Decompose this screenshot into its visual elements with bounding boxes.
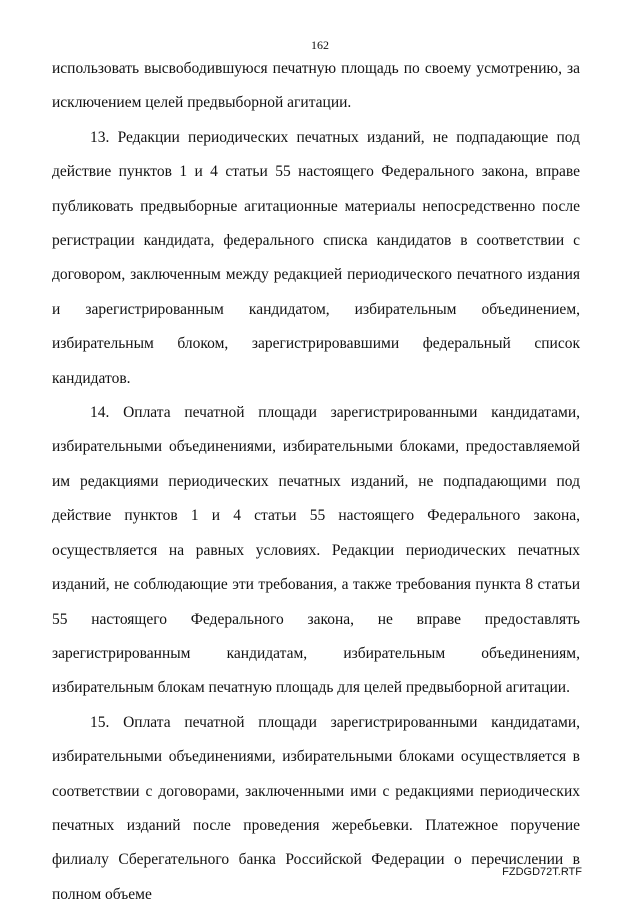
document-body xyxy=(52,52,580,912)
paragraph-15: 15. Оплата печатной площади зарегистрированными кандидатами, избирательными объединениями, избирательными блоками осуществляется в соответствии с договорами, заключенными ими с редакциями периодических печатных изданий после проведения жеребьевки. Платежное поручение филиалу Сберегательного банка Российской Федерации о перечислении в полном объеме xyxy=(52,713,580,903)
paragraph-13: 13. Редакции периодических печатных изданий, не подпадающие под действие пунктов 1 и 4 статьи 55 настоящего Федерального закона, вправе публиковать предвыборные агитационные материалы непосредственно после регистрации кандидата, федерального списка кандидатов в соответствии с договором, заключенным между редакцией периодического печатного издания и зарегистрированным кандидатом, избирательным объединением, избирательным блоком, зарегистрировавшими федеральный список кандидатов. xyxy=(52,128,580,387)
file-name-footer: FZDGD72T.RTF xyxy=(502,866,582,878)
page-number: 162 xyxy=(311,38,329,52)
paragraph-14: 14. Оплата печатной площади зарегистрированными кандидатами, избирательными объединениями, избирательными блоками, предоставляемой им редакциями периодических печатных изданий, не подпадающими под действие пунктов 1 и 4 статьи 55 настоящего Федерального закона, осуществляется на равных условиях. Редакции периодических печатных изданий, не соблюдающие эти требования, а также требования пункта 8 статьи 55 настоящего Федерального закона, не вправе предоставлять зарегистрированным кандидатам, избирательным объединениям, избирательным блокам печатную площадь для целей предвыборной агитации. xyxy=(52,404,580,697)
paragraph-continuation: использовать высвободившуюся печатную площадь по своему усмотрению, за исключением целей предвыборной агитации. xyxy=(52,60,580,112)
